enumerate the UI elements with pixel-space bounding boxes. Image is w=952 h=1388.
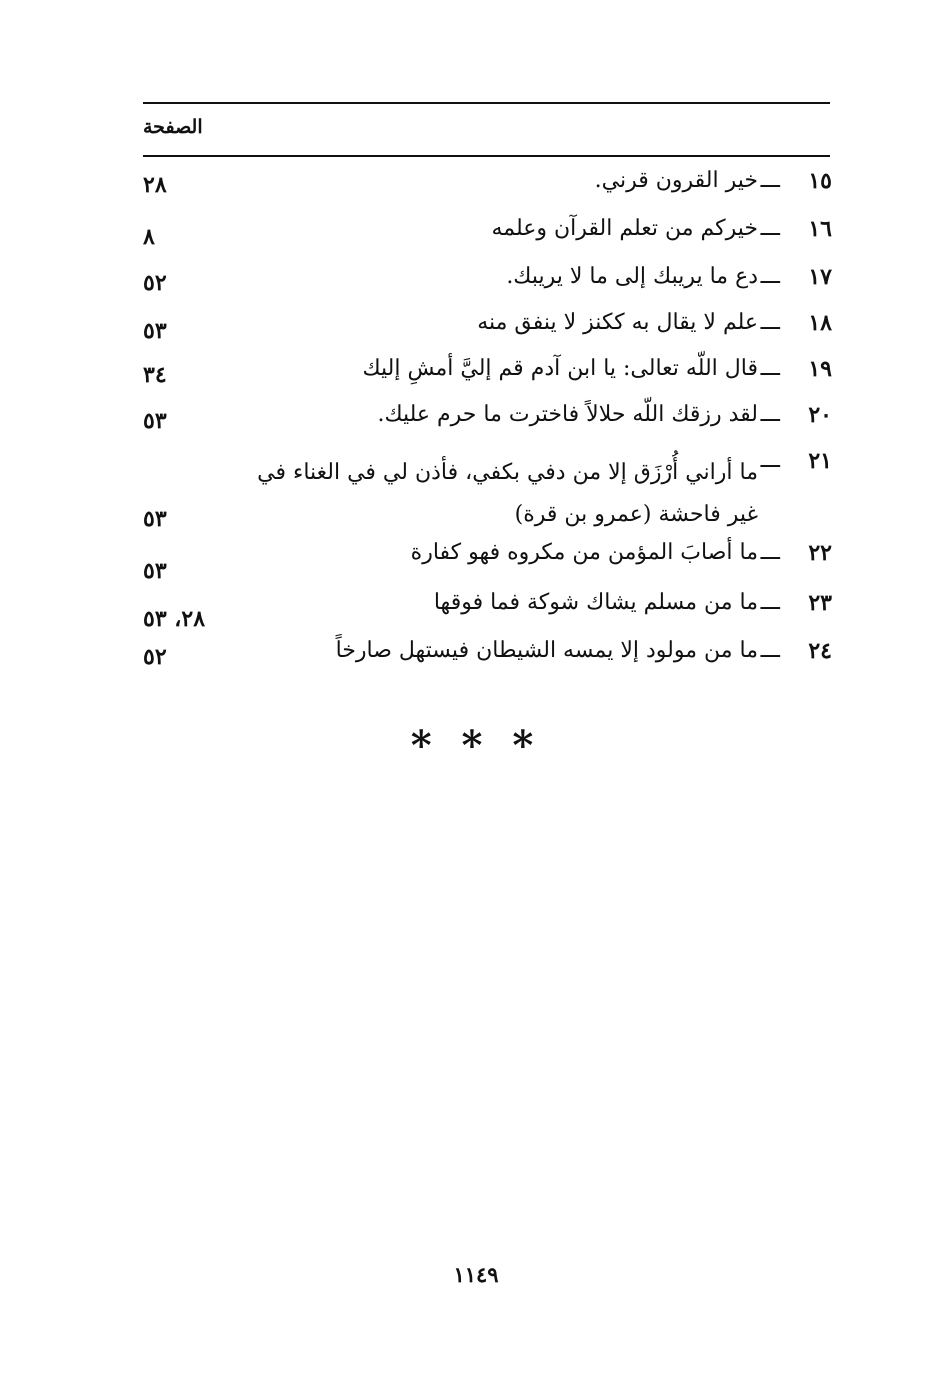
entry-text: دع ما يريبك إلى ما لا يريبك. bbox=[506, 264, 758, 289]
entry-page: ٢٨ bbox=[143, 172, 167, 198]
entry-text: ما من مسلم يشاك شوكة فما فوقها bbox=[433, 590, 758, 615]
entry-text: علم لا يقال به ككنز لا ينفق منه bbox=[477, 310, 758, 335]
entry-text: لقد رزقك اللّه حلالاً فاخترت ما حرم عليك. bbox=[377, 402, 758, 427]
entry-number: ١٧ bbox=[808, 264, 832, 290]
entry-dash: ـــ bbox=[760, 590, 780, 615]
entry-page: ٥٢ bbox=[143, 270, 167, 296]
entry-dash: ـــ bbox=[760, 216, 780, 241]
entry-text: ما من مولود إلا يمسه الشيطان فيستهل صارخاً bbox=[335, 638, 758, 663]
entry-text: خيركم من تعلم القرآن وعلمه bbox=[491, 216, 758, 241]
entry-text: خير القرون قرني. bbox=[594, 168, 758, 193]
entry-text-continued: غير فاحشة (عمرو بن قرة) bbox=[514, 502, 758, 527]
entry-text: ما أصابَ المؤمن من مكروه فهو كفارة bbox=[410, 540, 758, 565]
entry-text: قال اللّه تعالى: يا ابن آدم قم إليَّ أمشِ إليك bbox=[362, 356, 758, 381]
entry-page: ٥٣ bbox=[143, 506, 167, 532]
entry-number: ٢١ bbox=[808, 448, 832, 474]
header-rule bbox=[143, 155, 830, 157]
entry-dash: ـــ bbox=[760, 540, 780, 565]
top-rule bbox=[143, 102, 830, 104]
entry-page: ٥٢ bbox=[143, 644, 167, 670]
entry-number: ٢٤ bbox=[808, 638, 832, 664]
page-column-header: الصفحة bbox=[143, 116, 203, 138]
entry-number: ٢٣ bbox=[808, 590, 832, 616]
entry-number: ١٦ bbox=[808, 216, 832, 242]
entry-number: ١٩ bbox=[808, 356, 832, 382]
entry-dash: ـــ bbox=[760, 310, 780, 335]
entry-dash: ـــ bbox=[760, 638, 780, 663]
entry-number: ١٨ bbox=[808, 310, 832, 336]
entry-page: ٢٨، ٥٣ bbox=[143, 606, 206, 632]
entry-text: ما أراني أُرْزَق إلا من دفي بكفي، فأذن لي في الغناء في bbox=[257, 460, 758, 485]
entry-dash: ـــ bbox=[760, 402, 780, 427]
entry-dash: ـــ bbox=[760, 356, 780, 381]
entry-number: ٢٠ bbox=[808, 402, 832, 428]
entry-number: ٢٢ bbox=[808, 540, 832, 566]
entry-dash: ـــ bbox=[760, 168, 780, 193]
entry-page: ٨ bbox=[143, 224, 155, 250]
section-separator: * * * bbox=[410, 722, 542, 769]
page-number: ١١٤٩ bbox=[453, 1262, 499, 1287]
entry-number: ١٥ bbox=[808, 168, 832, 194]
entry-page: ٥٣ bbox=[143, 558, 167, 584]
entry-dash: ـــ bbox=[760, 448, 780, 473]
entry-dash: ـــ bbox=[760, 264, 780, 289]
entry-page: ٥٣ bbox=[143, 408, 167, 434]
entry-page: ٥٣ bbox=[143, 318, 167, 344]
entry-page: ٣٤ bbox=[143, 362, 167, 388]
